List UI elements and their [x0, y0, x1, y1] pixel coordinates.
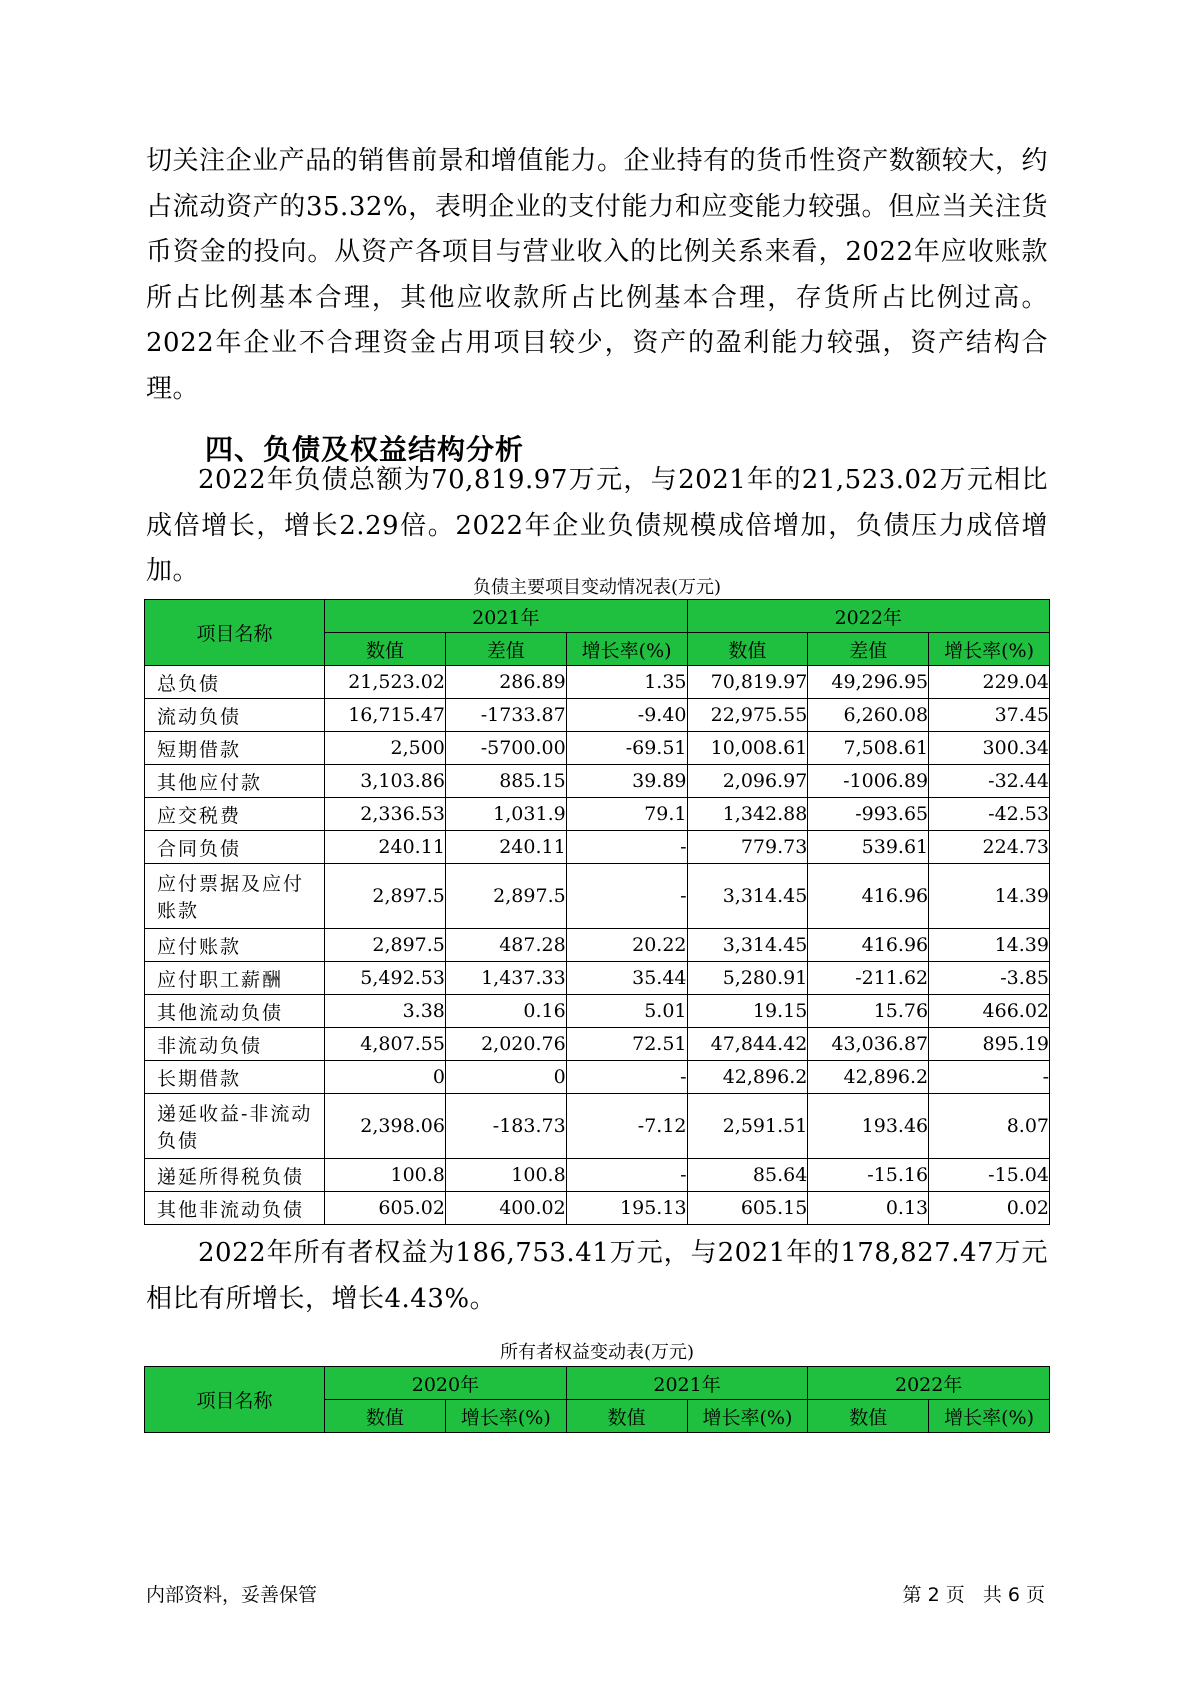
table-cell: 20.22 — [566, 929, 687, 962]
table-cell: 2,020.76 — [445, 1028, 566, 1061]
subheader-value: 数值 — [566, 1400, 687, 1433]
subheader-value: 数值 — [808, 1400, 929, 1433]
table-cell: 37.45 — [929, 699, 1050, 732]
table-cell: -211.62 — [808, 962, 929, 995]
row-label: 递延所得税负债 — [145, 1159, 325, 1192]
subheader-growth: 增长率(%) — [929, 633, 1050, 666]
table-cell: -69.51 — [566, 732, 687, 765]
table-cell: 3,314.45 — [687, 864, 808, 929]
equity-table-caption: 所有者权益变动表(万元) — [499, 1342, 695, 1363]
footer-note: 内部资料，妥善保管 — [146, 1584, 318, 1606]
table-cell: 229.04 — [929, 666, 1050, 699]
header-year-2022: 2022年 — [808, 1367, 1050, 1400]
table-cell: 42,896.2 — [687, 1061, 808, 1094]
row-label: 递延收益-非流动负债 — [145, 1094, 325, 1159]
table-row — [145, 995, 1050, 1028]
table-cell: 79.1 — [566, 798, 687, 831]
row-label: 流动负债 — [145, 699, 325, 732]
subheader-growth: 增长率(%) — [929, 1400, 1050, 1433]
table-row — [145, 831, 1050, 864]
table-cell: 1,031.9 — [445, 798, 566, 831]
subheader-value: 数值 — [325, 1400, 446, 1433]
table-cell: - — [566, 864, 687, 929]
table-cell: 2,591.51 — [687, 1094, 808, 1159]
table-cell: - — [566, 1061, 687, 1094]
table-cell: -1006.89 — [808, 765, 929, 798]
subheader-value: 数值 — [687, 633, 808, 666]
row-label: 应付票据及应付账款 — [145, 864, 325, 929]
subheader-growth: 增长率(%) — [687, 1400, 808, 1433]
table-cell: 72.51 — [566, 1028, 687, 1061]
table-cell: 0.13 — [808, 1192, 929, 1225]
table-cell: 8.07 — [929, 1094, 1050, 1159]
table-cell: 35.44 — [566, 962, 687, 995]
table-cell: -15.16 — [808, 1159, 929, 1192]
row-label: 其他应付款 — [145, 765, 325, 798]
table-cell: 1,342.88 — [687, 798, 808, 831]
table-cell: 39.89 — [566, 765, 687, 798]
table-cell: 0.16 — [445, 995, 566, 1028]
table-cell: 19.15 — [687, 995, 808, 1028]
table-row — [145, 798, 1050, 831]
table-cell: -7.12 — [566, 1094, 687, 1159]
table-cell: 43,036.87 — [808, 1028, 929, 1061]
row-label: 其他非流动负债 — [145, 1192, 325, 1225]
table-cell: 10,008.61 — [687, 732, 808, 765]
table-cell: 224.73 — [929, 831, 1050, 864]
table-cell: 5,492.53 — [325, 962, 446, 995]
liability-paragraph: 2022年负债总额为70,819.97万元，与2021年的21,523.02万元相比成倍增长，增长2.29倍。2022年企业负债规模成倍增加，负债压力成倍增加。 — [146, 465, 1048, 586]
table-cell: -183.73 — [445, 1094, 566, 1159]
table-cell: 2,897.5 — [445, 864, 566, 929]
table-cell: 4,807.55 — [325, 1028, 446, 1061]
equity-paragraph: 2022年所有者权益为186,753.41万元，与2021年的178,827.47万元相比有所增长，增长4.43%。 — [146, 1238, 1048, 1314]
table-cell: 3.38 — [325, 995, 446, 1028]
table-cell: -9.40 — [566, 699, 687, 732]
table-cell: 42,896.2 — [808, 1061, 929, 1094]
table-cell: -15.04 — [929, 1159, 1050, 1192]
table-cell: -5700.00 — [445, 732, 566, 765]
table-cell: 0.02 — [929, 1192, 1050, 1225]
table-cell: 240.11 — [325, 831, 446, 864]
table-cell: 2,096.97 — [687, 765, 808, 798]
table-cell: 2,500 — [325, 732, 446, 765]
equity-table — [144, 1366, 1050, 1433]
header-year-2021: 2021年 — [566, 1367, 808, 1400]
table-cell: 300.34 — [929, 732, 1050, 765]
table-row — [145, 1159, 1050, 1192]
row-label: 应交税费 — [145, 798, 325, 831]
liability-table — [144, 599, 1050, 1225]
table-cell: 1.35 — [566, 666, 687, 699]
table-row — [145, 1061, 1050, 1094]
table-cell: 539.61 — [808, 831, 929, 864]
table-cell: -32.44 — [929, 765, 1050, 798]
table-cell: 5.01 — [566, 995, 687, 1028]
table-cell: 0 — [445, 1061, 566, 1094]
subheader-value: 数值 — [325, 633, 446, 666]
table-cell: 1,437.33 — [445, 962, 566, 995]
table-cell: - — [566, 831, 687, 864]
table-cell: - — [929, 1061, 1050, 1094]
header-year-2022: 2022年 — [687, 600, 1049, 633]
table-row — [145, 765, 1050, 798]
table-cell: -993.65 — [808, 798, 929, 831]
table-cell: 7,508.61 — [808, 732, 929, 765]
table-cell: -42.53 — [929, 798, 1050, 831]
intro-paragraph: 切关注企业产品的销售前景和增值能力。企业持有的货币性资产数额较大，约占流动资产的35.32%，表明企业的支付能力和应变能力较强。但应当关注货币资金的投向。从资产各项目与营业收入的比例关系来看，2022年应收账款所占比例基本合理，其他应收款所占比例基本合理，存货所占比例过高。2022年企业不合理资金占用项目较少，资产的盈利能力较强，资产结构合理。 — [146, 146, 1048, 404]
table-cell: 0 — [325, 1061, 446, 1094]
row-label: 非流动负债 — [145, 1028, 325, 1061]
table-cell: 885.15 — [445, 765, 566, 798]
table-row — [145, 962, 1050, 995]
table-row — [145, 1028, 1050, 1061]
table-cell: 193.46 — [808, 1094, 929, 1159]
table-cell: 6,260.08 — [808, 699, 929, 732]
table-cell: 100.8 — [445, 1159, 566, 1192]
table-cell: 605.02 — [325, 1192, 446, 1225]
table-cell: 22,975.55 — [687, 699, 808, 732]
table-cell: 3,314.45 — [687, 929, 808, 962]
table-cell: 14.39 — [929, 929, 1050, 962]
table-cell: 49,296.95 — [808, 666, 929, 699]
table-row — [145, 929, 1050, 962]
row-label: 应付职工薪酬 — [145, 962, 325, 995]
subheader-growth: 增长率(%) — [566, 633, 687, 666]
table-row — [145, 864, 1050, 929]
table-cell: -1733.87 — [445, 699, 566, 732]
table-row — [145, 1192, 1050, 1225]
table-cell: 195.13 — [566, 1192, 687, 1225]
table-cell: 240.11 — [445, 831, 566, 864]
table-cell: 2,336.53 — [325, 798, 446, 831]
table-cell: 2,398.06 — [325, 1094, 446, 1159]
table-cell: -3.85 — [929, 962, 1050, 995]
table-cell: 895.19 — [929, 1028, 1050, 1061]
liability-table-caption: 负债主要项目变动情况表(万元) — [472, 577, 722, 598]
table-cell: 2,897.5 — [325, 929, 446, 962]
row-label: 合同负债 — [145, 831, 325, 864]
table-cell: - — [566, 1159, 687, 1192]
table-cell: 5,280.91 — [687, 962, 808, 995]
table-row — [145, 732, 1050, 765]
table-cell: 2,897.5 — [325, 864, 446, 929]
table-cell: 416.96 — [808, 864, 929, 929]
table-cell: 466.02 — [929, 995, 1050, 1028]
table-cell: 47,844.42 — [687, 1028, 808, 1061]
table-cell: 605.15 — [687, 1192, 808, 1225]
table-cell: 779.73 — [687, 831, 808, 864]
subheader-diff: 差值 — [445, 633, 566, 666]
subheader-diff: 差值 — [808, 633, 929, 666]
page-number: 第 2 页 共 6 页 — [902, 1584, 1045, 1606]
table-cell: 400.02 — [445, 1192, 566, 1225]
subheader-growth: 增长率(%) — [445, 1400, 566, 1433]
table-cell: 416.96 — [808, 929, 929, 962]
table-cell: 85.64 — [687, 1159, 808, 1192]
table-row — [145, 699, 1050, 732]
header-year-2021: 2021年 — [325, 600, 687, 633]
table-cell: 14.39 — [929, 864, 1050, 929]
table-row — [145, 1094, 1050, 1159]
table-cell: 70,819.97 — [687, 666, 808, 699]
table-cell: 16,715.47 — [325, 699, 446, 732]
table-cell: 487.28 — [445, 929, 566, 962]
header-item-name: 项目名称 — [145, 1367, 325, 1433]
table-cell: 15.76 — [808, 995, 929, 1028]
table-cell: 100.8 — [325, 1159, 446, 1192]
row-label: 长期借款 — [145, 1061, 325, 1094]
header-item-name: 项目名称 — [145, 600, 325, 666]
table-cell: 21,523.02 — [325, 666, 446, 699]
section-heading: 四、负债及权益结构分析 — [205, 433, 525, 466]
table-row — [145, 666, 1050, 699]
row-label: 总负债 — [145, 666, 325, 699]
row-label: 应付账款 — [145, 929, 325, 962]
header-year-2020: 2020年 — [325, 1367, 567, 1400]
table-cell: 3,103.86 — [325, 765, 446, 798]
table-cell: 286.89 — [445, 666, 566, 699]
row-label: 其他流动负债 — [145, 995, 325, 1028]
row-label: 短期借款 — [145, 732, 325, 765]
